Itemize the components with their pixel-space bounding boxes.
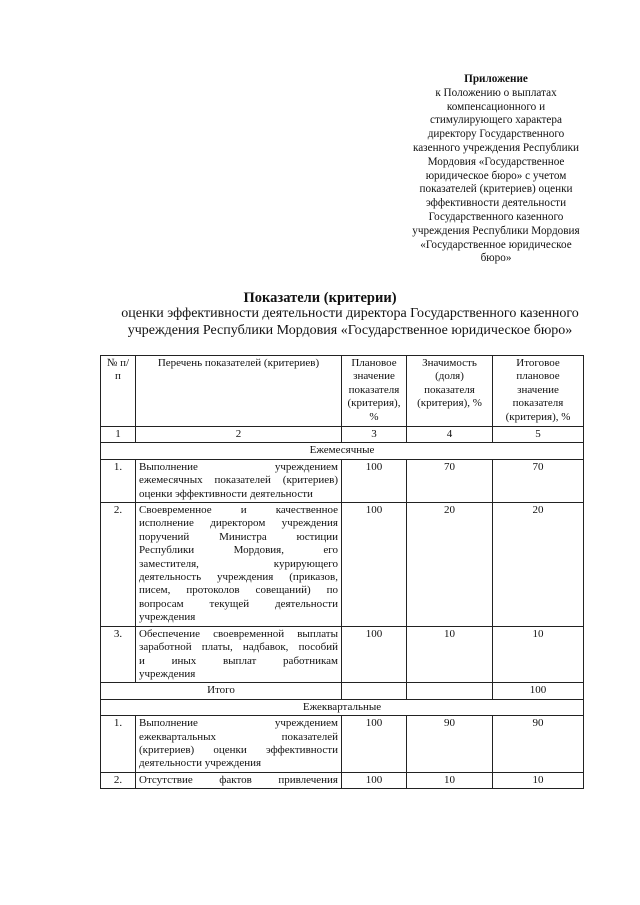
- annex-line: стимулирующего характера: [430, 114, 562, 127]
- section-title: Ежеквартальные: [101, 699, 584, 715]
- subtitle-line: оценки эффективности деятельности директора Государственного казенного: [121, 306, 579, 321]
- criteria-line: исполнение директором учреждения: [139, 517, 338, 530]
- column-number-row: [101, 427, 584, 443]
- annex-line: эффективности деятельности: [425, 197, 567, 210]
- row-weight: 10: [407, 772, 493, 788]
- table-row: [101, 626, 584, 683]
- total-row: [101, 683, 584, 699]
- total-value: 100: [493, 683, 584, 699]
- annex-heading: Приложение: [464, 73, 528, 85]
- row-criteria: [136, 626, 342, 683]
- annex-line: юридическое бюро» с учетом: [425, 169, 567, 182]
- annex-line: «Государственное юридическое: [420, 238, 572, 251]
- row-num: 1.: [101, 716, 136, 773]
- row-criteria: [136, 503, 342, 627]
- col-number: 4: [407, 427, 493, 443]
- row-total: 70: [493, 459, 584, 502]
- annex-line: Государственного казенного: [428, 210, 564, 223]
- row-total: 10: [493, 626, 584, 683]
- total-label: Итого: [101, 683, 342, 699]
- criteria-line: писем, протоколов совещаний) по: [139, 584, 338, 597]
- row-num: 2.: [101, 503, 136, 627]
- row-criteria: [136, 716, 342, 773]
- criteria-line: деятельность учреждения (приказов,: [139, 571, 338, 584]
- row-num: 3.: [101, 626, 136, 683]
- criteria-line: оценки эффективности деятельности: [139, 487, 313, 500]
- criteria-line: заместителя, курирующего: [139, 557, 338, 570]
- row-plan: 100: [342, 503, 407, 627]
- col-number: 1: [101, 427, 136, 443]
- criteria-line: Выполнение учреждением: [139, 717, 338, 730]
- header-row: [101, 356, 584, 427]
- row-num: 1.: [101, 459, 136, 502]
- row-plan: 100: [342, 626, 407, 683]
- row-total: 90: [493, 716, 584, 773]
- criteria-line: Своевременное и качественное: [139, 504, 338, 517]
- empty-cell: [407, 683, 493, 699]
- criteria-line: вопросам текущей деятельности: [139, 597, 338, 610]
- annex-line: казенного учреждения Республики: [412, 141, 580, 154]
- annex-line: Мордовия «Государственное: [427, 155, 565, 168]
- header-total: Итоговое плановое значение показателя (критерия), %: [493, 356, 584, 427]
- criteria-line: ежемесячных показателей (критериев): [139, 474, 338, 487]
- criteria-line: поручений Министра юстиции: [139, 530, 338, 543]
- row-weight: 70: [407, 459, 493, 502]
- section-row-quarterly: [101, 699, 584, 715]
- row-weight: 90: [407, 716, 493, 773]
- table-row: [101, 503, 584, 627]
- row-total: 20: [493, 503, 584, 627]
- criteria-line: Обеспечение своевременной выплаты: [139, 627, 338, 640]
- row-criteria: [136, 772, 342, 788]
- criteria-line: заработной платы, надбавок, пособий: [139, 641, 338, 654]
- criteria-line: (критериев) оценки эффективности: [139, 743, 338, 756]
- annex-line: компенсационного и: [446, 100, 546, 113]
- criteria-line: учреждения: [139, 667, 196, 680]
- row-num: 2.: [101, 772, 136, 788]
- row-plan: 100: [342, 772, 407, 788]
- criteria-line: деятельности учреждения: [139, 757, 262, 770]
- annex-line: к Положению о выплатах: [435, 86, 557, 99]
- header-criteria: Перечень показателей (критериев): [136, 356, 342, 427]
- col-number: 2: [136, 427, 342, 443]
- header-plan: Плановое значение показателя (критерия), %: [342, 356, 407, 427]
- row-criteria: [136, 459, 342, 502]
- annex-line: учреждения Республики Мордовия: [412, 224, 580, 237]
- row-plan: 100: [342, 459, 407, 502]
- header-weight: Значимость (доля) показателя (критерия), %: [407, 356, 493, 427]
- row-total: 10: [493, 772, 584, 788]
- criteria-line: Отсутствие фактов привлечения: [139, 773, 338, 786]
- annex-line: показателей (критериев) оценки: [419, 183, 573, 196]
- section-title: Ежемесячные: [101, 443, 584, 459]
- col-number: 5: [493, 427, 584, 443]
- table-row: [101, 459, 584, 502]
- row-plan: 100: [342, 716, 407, 773]
- section-row-monthly: [101, 443, 584, 459]
- subtitle-line: учреждения Республики Мордовия «Государственное юридическое бюро»: [127, 323, 573, 338]
- document-subtitle: [95, 305, 605, 339]
- row-weight: 20: [407, 503, 493, 627]
- col-number: 3: [342, 427, 407, 443]
- criteria-table: [100, 355, 584, 789]
- table-row: [101, 716, 584, 773]
- table-row: [101, 772, 584, 788]
- header-num: № п/п: [101, 356, 136, 427]
- annex-line: директору Государственного: [427, 128, 565, 141]
- row-weight: 10: [407, 626, 493, 683]
- document-title: Показатели (критерии): [243, 290, 397, 306]
- empty-cell: [342, 683, 407, 699]
- criteria-line: Выполнение учреждением: [139, 460, 338, 473]
- criteria-line: Республики Мордовия, его: [139, 544, 338, 557]
- annex-line: бюро»: [480, 252, 512, 265]
- criteria-line: и иных выплат работникам: [139, 654, 338, 667]
- criteria-line: ежеквартальных показателей: [139, 730, 338, 743]
- annex-block: [398, 73, 594, 266]
- criteria-line: учреждения: [139, 611, 196, 624]
